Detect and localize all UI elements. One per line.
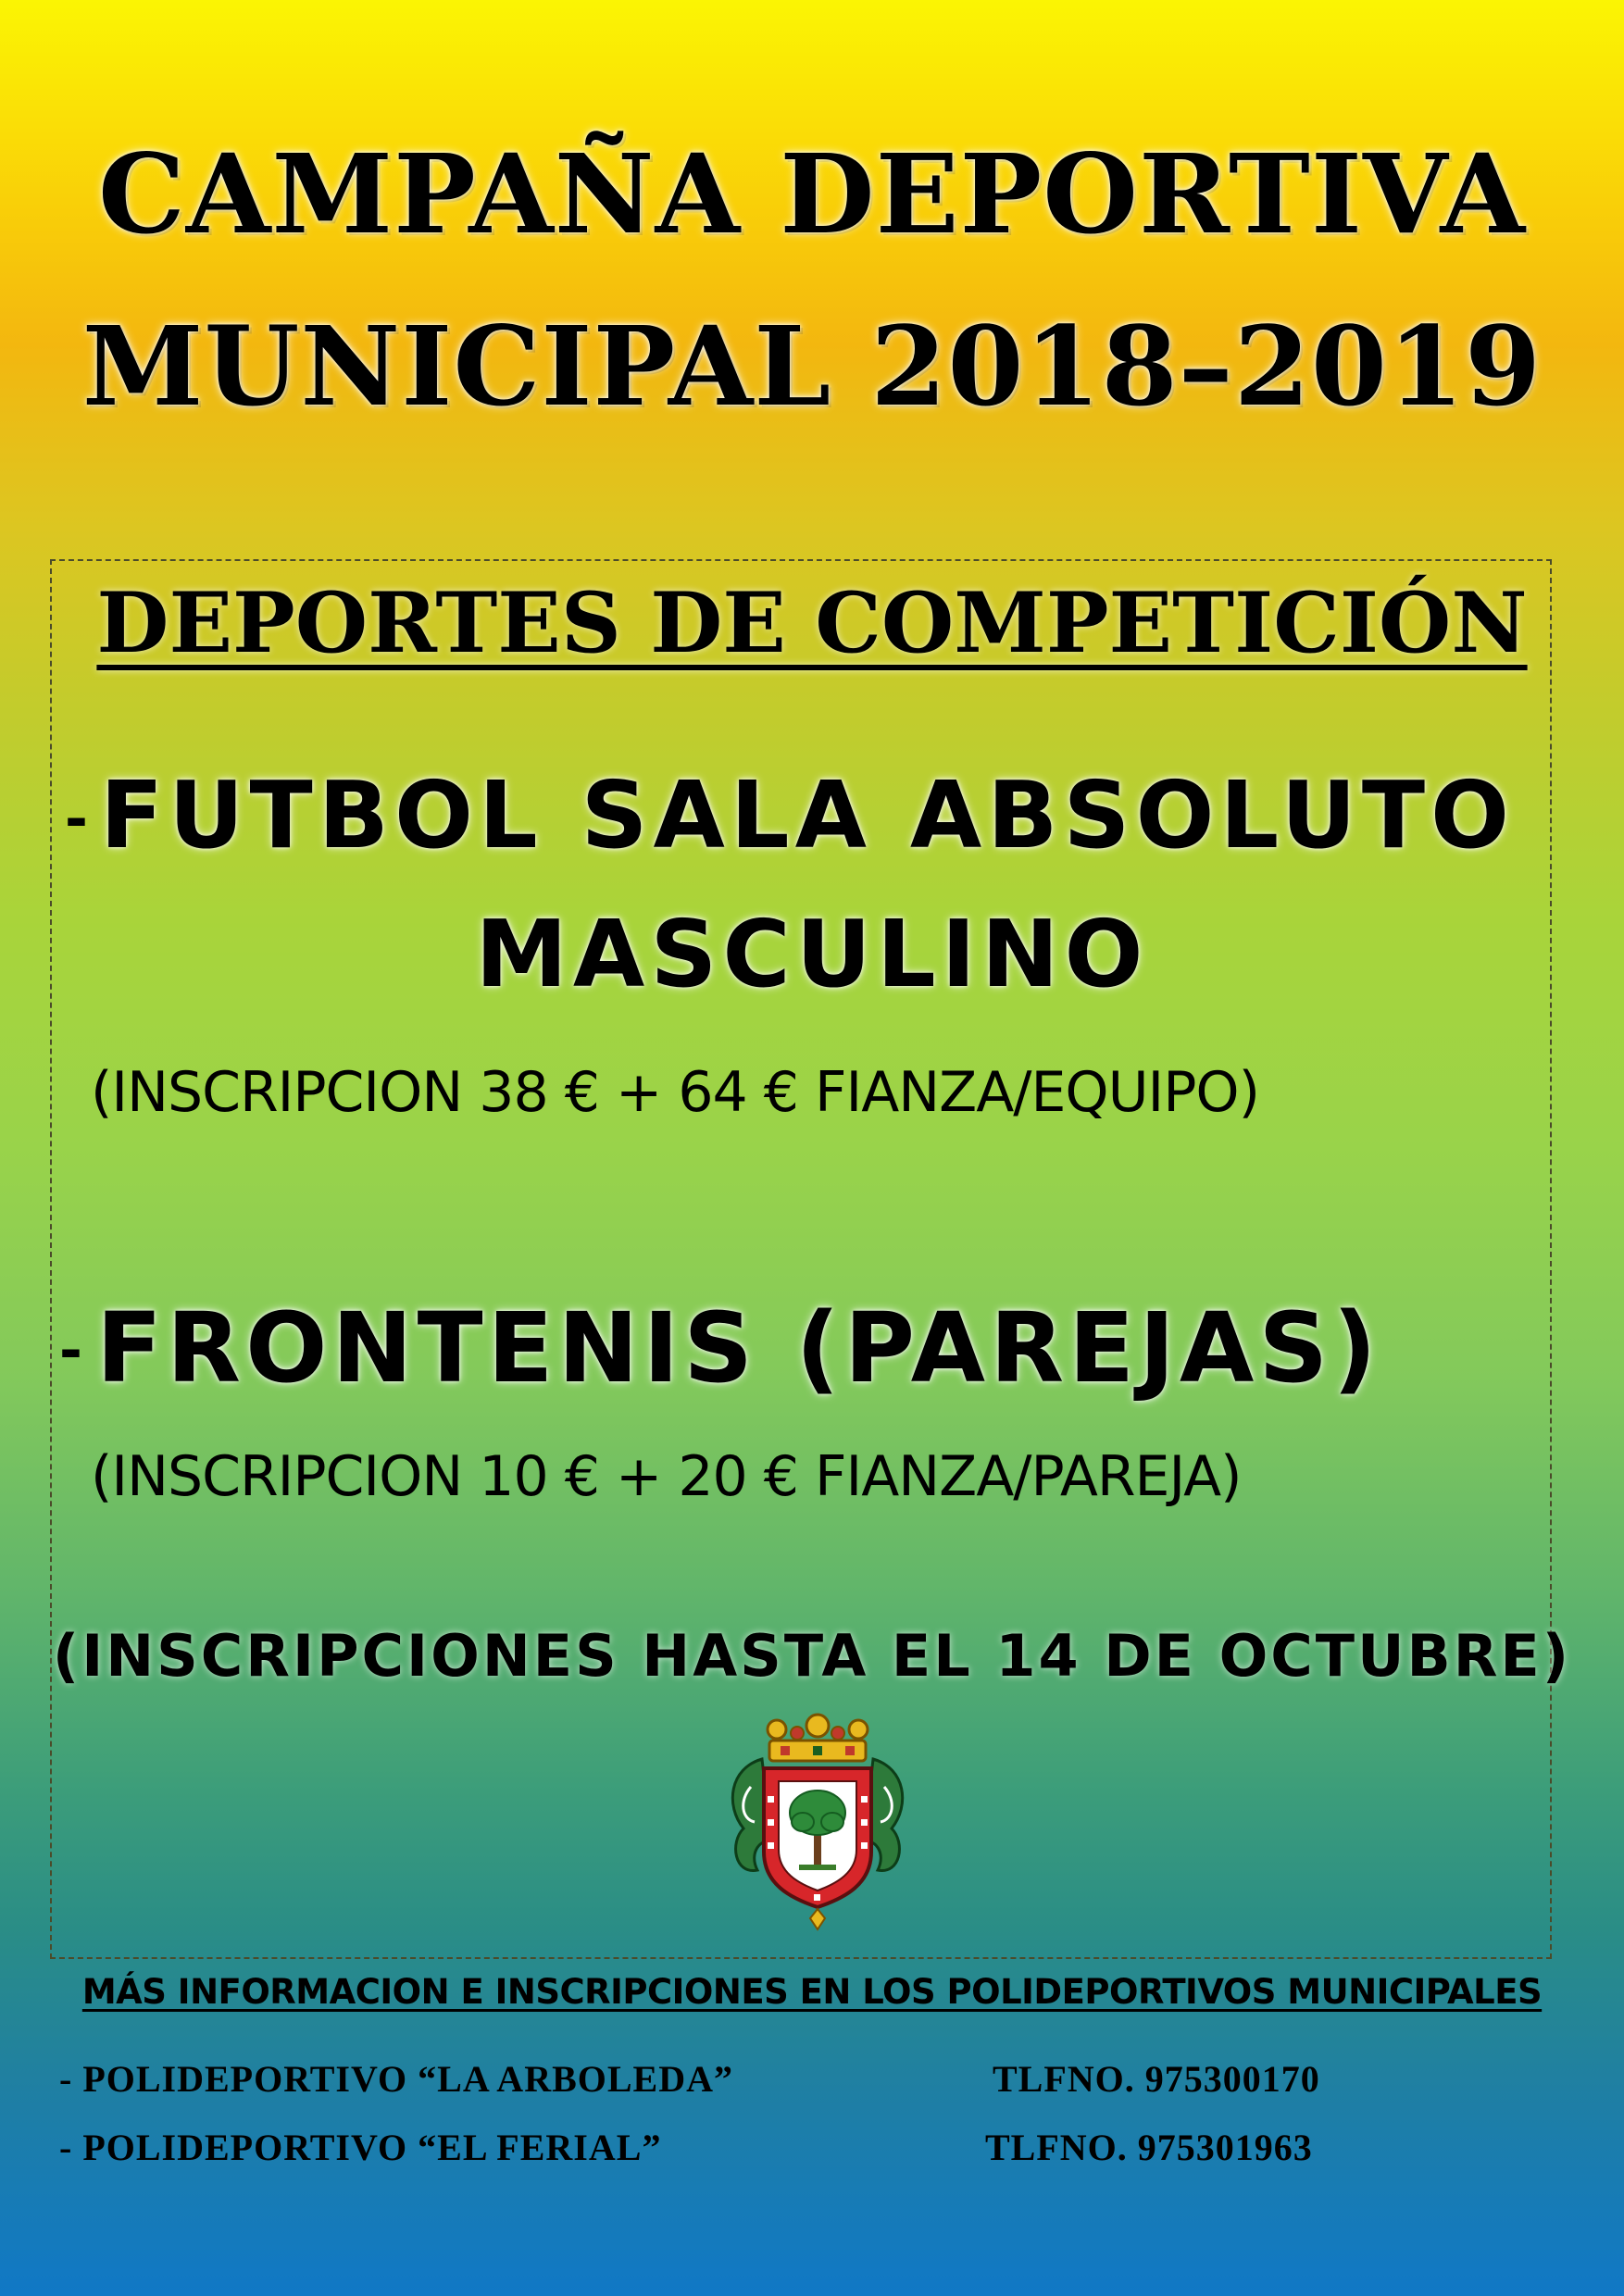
venue-phone: TLFNO. 975301963: [985, 2127, 1313, 2168]
sport-fee: (INSCRIPCION 38 € + 64 € FIANZA/EQUIPO): [91, 1060, 1260, 1125]
sport-name-line-2: MASCULINO: [475, 900, 1149, 1008]
bullet-dash: -: [65, 787, 88, 852]
venue-name: - POLIDEPORTIVO “EL FERIAL”: [59, 2127, 662, 2168]
sport-fee: (INSCRIPCION 10 € + 20 € FIANZA/PAREJA): [91, 1444, 1242, 1509]
bullet-dash: -: [59, 1318, 82, 1383]
section-heading: DEPORTES DE COMPETICIÓN: [96, 574, 1528, 672]
poster-title-line-2: MUNICIPAL 2018–2019: [81, 302, 1543, 430]
registration-deadline: (INSCRIPCIONES HASTA EL 14 DE OCTUBRE): [52, 1622, 1572, 1690]
more-info-heading: MÁS INFORMACION E INSCRIPCIONES EN LOS POLIDEPORTIVOS MUNICIPALES: [81, 1972, 1543, 2012]
municipal-coat-of-arms-icon: [725, 1713, 910, 1931]
venue-name: - POLIDEPORTIVO “LA ARBOLEDA”: [59, 2058, 734, 2100]
sport-name: FRONTENIS (PAREJAS): [96, 1292, 1381, 1404]
poster-title-line-1: CAMPAÑA DEPORTIVA: [97, 130, 1526, 258]
venue-phone: TLFNO. 975300170: [993, 2058, 1320, 2100]
sport-name-line-1: FUTBOL SALA ABSOLUTO: [100, 761, 1516, 869]
